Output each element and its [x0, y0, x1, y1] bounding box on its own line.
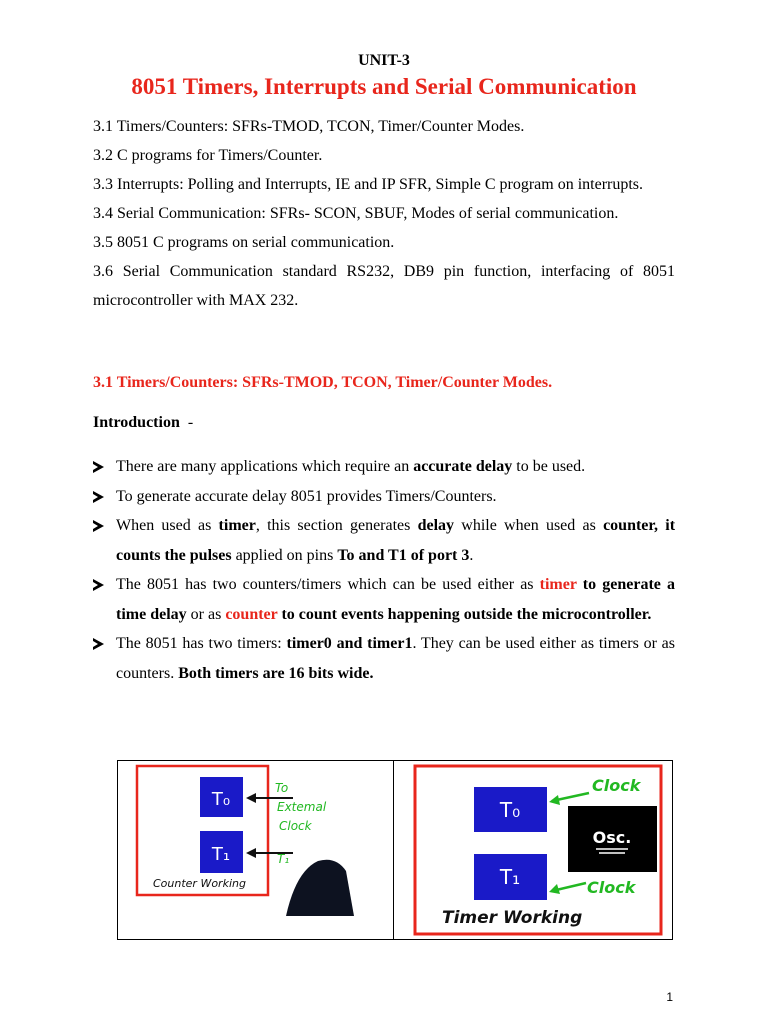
arrow-bullet-icon — [93, 638, 104, 650]
to-label: To — [275, 781, 289, 795]
arrow-head-icon — [549, 884, 560, 894]
t1-label: T₁ — [499, 865, 521, 889]
intro-label: Introduction — [93, 414, 180, 431]
timer-working-diagram — [394, 761, 672, 939]
list-item: The 8051 has two timers: timer0 and timer1. They can be used either as timers or as counters. Both timers are 16 bits wide. — [93, 629, 675, 688]
arrow-bullet-icon — [93, 579, 104, 591]
toc-item: 3.1 Timers/Counters: SFRs-TMOD, TCON, Timer/Counter Modes. — [93, 118, 525, 135]
t1-label: T₁ — [211, 844, 231, 865]
page-number: 1 — [666, 990, 673, 1004]
external-label: Extemal — [277, 800, 327, 814]
list-item: There are many applications which require an accurate delay to be used. — [93, 452, 675, 482]
table-of-contents — [93, 112, 675, 315]
arrow-bullet-icon — [93, 491, 104, 503]
section-heading: 3.1 Timers/Counters: SFRs-TMOD, TCON, Timer/Counter Modes. — [93, 374, 553, 391]
arrow-head-icon — [246, 793, 256, 803]
intro-dash: - — [187, 414, 194, 431]
list-item: To generate accurate delay 8051 provides Timers/Counters. — [93, 482, 675, 512]
toc-item: 3.3 Interrupts: Polling and Interrupts, IE and IP SFR, Simple C program on interrupts. — [93, 176, 644, 193]
t0-label: T₀ — [211, 789, 231, 810]
toc-item: 3.5 8051 C programs on serial communication. — [93, 234, 395, 251]
toc-item: 3.6 Serial Communication standard RS232, DB9 pin function, interfacing of 8051 microcontroller with MAX 232. — [93, 263, 675, 309]
clock-label-bottom: Clock — [587, 878, 636, 897]
arrow-head-icon — [246, 848, 256, 858]
bullet-list — [93, 452, 675, 688]
arrow-bullet-icon — [93, 461, 104, 473]
t0-label: T₀ — [499, 798, 521, 822]
counter-working-diagram — [118, 761, 392, 939]
t1-pin-label: T₁ — [277, 852, 290, 866]
arrow-bullet-icon — [93, 520, 104, 532]
intro-heading — [93, 414, 193, 432]
counter-caption: Counter Working — [153, 877, 246, 890]
document-title: 8051 Timers, Interrupts and Serial Communication — [131, 74, 637, 99]
clock-label: Clock — [279, 819, 312, 833]
arrow-head-icon — [549, 795, 560, 805]
toc-item: 3.4 Serial Communication: SFRs- SCON, SBUF, Modes of serial communication. — [93, 205, 619, 222]
clock-label-top: Clock — [592, 776, 641, 795]
timer-caption: Timer Working — [442, 908, 583, 928]
unit-label: UNIT-3 — [358, 52, 410, 69]
list-item: When used as timer, this section generates delay while when used as counter, it counts the pulses applied on pins To and T1 of port 3. — [93, 511, 675, 570]
oscillator-label: Osc. — [592, 828, 632, 847]
hand-silhouette — [286, 860, 354, 916]
toc-item: 3.2 C programs for Timers/Counter. — [93, 147, 323, 164]
list-item: The 8051 has two counters/timers which can be used either as timer to generate a time delay or as counter to count events happening outside the microcontroller. — [93, 570, 675, 629]
